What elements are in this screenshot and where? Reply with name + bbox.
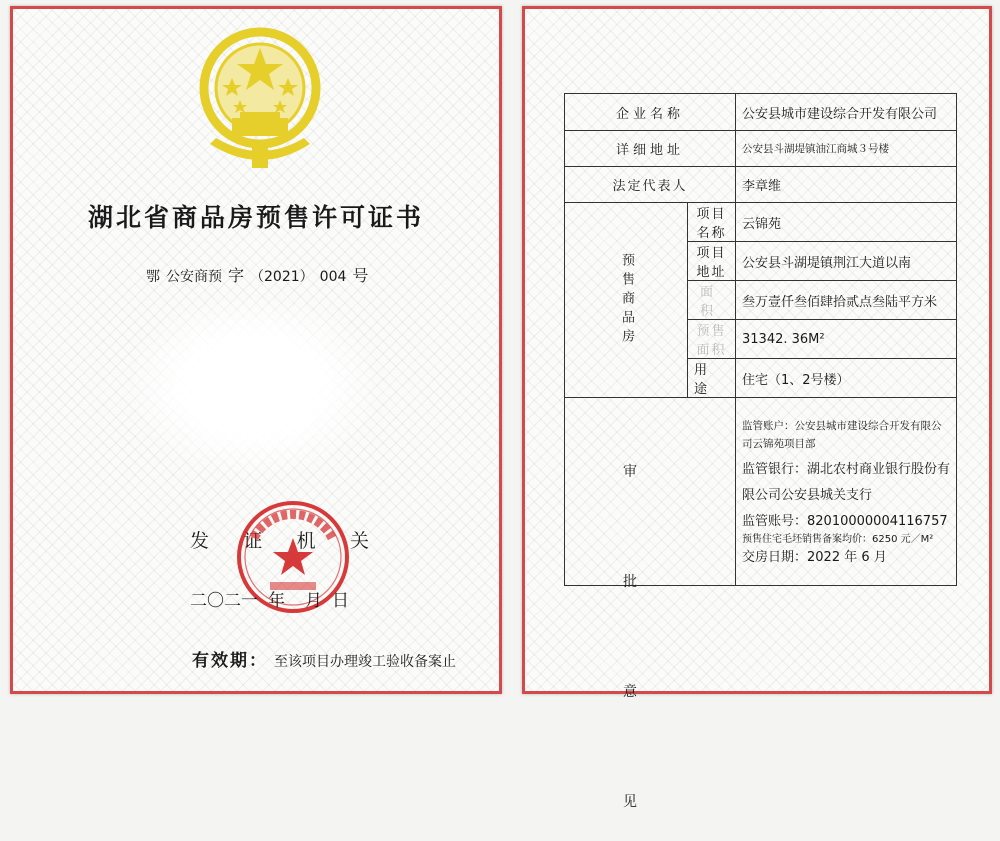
approval-line: 预售住宅毛坯销售备案均价：6250 元／M² bbox=[742, 531, 950, 549]
approval-label: 审批意见 bbox=[610, 417, 690, 841]
issuer-char: 机 bbox=[297, 526, 317, 553]
issuer-char: 关 bbox=[350, 526, 370, 553]
use-value: 住宅（1、2号楼） bbox=[736, 359, 957, 398]
use-label: 用途 bbox=[688, 359, 736, 398]
cert-year: （2021） bbox=[250, 269, 314, 285]
date-yue: 月 bbox=[305, 591, 322, 611]
validity-label: 有效期： bbox=[192, 651, 268, 671]
address-value: 公安县斗湖堤镇油江商城３号楼 bbox=[736, 131, 957, 167]
presale-side-label: 预售商品房 bbox=[565, 203, 688, 398]
validity-period bbox=[192, 646, 456, 671]
cert-zi: 字 bbox=[228, 266, 244, 285]
approval-line: 限公司公安县城关支行 bbox=[742, 487, 950, 505]
legal-rep-value: 李章维 bbox=[736, 167, 957, 203]
address-label: 详细地址 bbox=[565, 131, 736, 167]
approval-label-cell bbox=[565, 398, 736, 586]
certificate-left-page bbox=[10, 6, 502, 694]
table-row bbox=[565, 203, 957, 242]
presale-info-table bbox=[564, 93, 957, 586]
certificate-number bbox=[146, 263, 374, 286]
table-row bbox=[565, 94, 957, 131]
approval-line: 交房日期：2022 年 6 月 bbox=[742, 549, 950, 567]
approval-label-wrap bbox=[571, 417, 729, 567]
cert-agency: 公安商预 bbox=[166, 269, 222, 285]
issue-date bbox=[190, 586, 359, 611]
certificate-title: 湖北省商品房预售许可证书 bbox=[10, 198, 502, 234]
project-address-label: 项目地址 bbox=[688, 242, 736, 281]
issuer-char: 发 bbox=[190, 526, 210, 553]
table-row bbox=[565, 131, 957, 167]
presale-area-value: 31342. 36M² bbox=[736, 320, 957, 359]
approval-opinion bbox=[736, 398, 957, 586]
validity-value: 至该项目办理竣工验收备案止 bbox=[274, 654, 456, 670]
approval-line: 监管银行：湖北农村商业银行股份有 bbox=[742, 461, 950, 479]
redacted-area bbox=[128, 296, 378, 476]
cert-hao: 号 bbox=[352, 266, 368, 285]
project-name-label: 项目名称 bbox=[688, 203, 736, 242]
project-address-value: 公安县斗湖堤镇荆江大道以南 bbox=[736, 242, 957, 281]
approval-line: 监管账户：公安县城市建设综合开发有限公 bbox=[742, 417, 950, 435]
area-label: 面积 bbox=[688, 281, 736, 320]
approval-line: 司云锦苑项目部 bbox=[742, 435, 950, 453]
issuer-char: 证 bbox=[243, 526, 263, 553]
certificate-right-page bbox=[522, 6, 992, 694]
table-row bbox=[565, 167, 957, 203]
date-ri: 日 bbox=[332, 591, 349, 611]
company-value: 公安县城市建设综合开发有限公司 bbox=[736, 94, 957, 131]
project-name-value: 云锦苑 bbox=[736, 203, 957, 242]
national-emblem-icon bbox=[180, 26, 340, 176]
table-row bbox=[565, 398, 957, 586]
area-value: 叁万壹仟叁佰肆拾贰点叁陆平方米 bbox=[736, 281, 957, 320]
presale-area-label: 预售面积 bbox=[688, 320, 736, 359]
date-year: 二〇二一 bbox=[190, 591, 258, 611]
approval-line: 监管账号：82010000004116757 bbox=[742, 513, 950, 531]
legal-rep-label: 法定代表人 bbox=[565, 167, 736, 203]
company-label: 企业名称 bbox=[565, 94, 736, 131]
cert-num: 004 bbox=[320, 269, 347, 285]
date-nian: 年 bbox=[268, 591, 285, 611]
cert-prefix: 鄂 bbox=[146, 269, 160, 285]
